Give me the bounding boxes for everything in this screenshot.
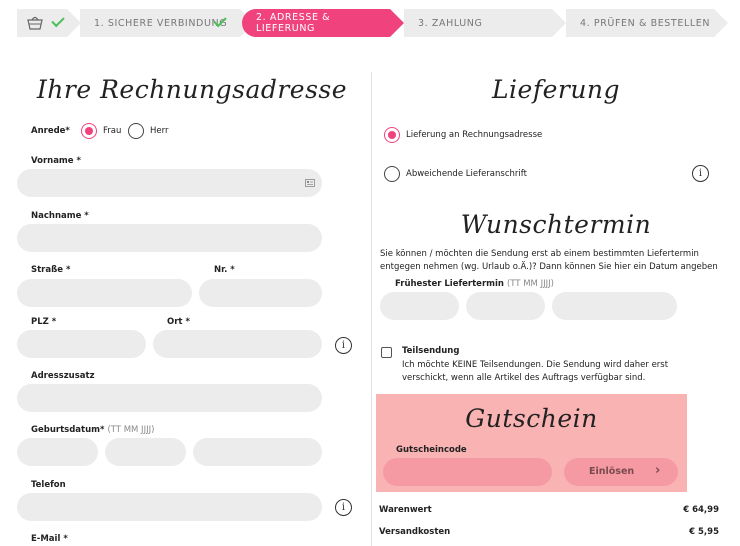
contact-card-icon (305, 179, 315, 187)
earliest-date-hint: (TT MM JJJJ) (506, 279, 554, 289)
address-addition-label: Adresszusatz (31, 371, 95, 381)
basket-icon (27, 15, 43, 30)
wish-date-description-line2: entgegen nehmen (wg. Urlaub o.Ä.)? Dann können Sie hier ein Datum angeben (380, 262, 718, 272)
info-icon[interactable]: i (335, 337, 352, 354)
lastname-label: Nachname * (31, 211, 89, 221)
column-divider (371, 72, 372, 546)
house-number-input[interactable] (199, 279, 322, 307)
address-addition-input[interactable] (17, 384, 322, 412)
email-label: E-Mail * (31, 534, 68, 544)
lastname-input[interactable] (17, 224, 322, 252)
city-input[interactable] (153, 330, 322, 358)
phone-input[interactable] (17, 493, 322, 521)
radio-delivery-billing-address-label: Lieferung an Rechnungsadresse (406, 130, 543, 140)
partial-delivery-text-line2: verschickt, wenn alle Artikel des Auftrags verfügbar sind. (402, 373, 646, 383)
phone-label: Telefon (31, 480, 66, 490)
earliest-date-year-input[interactable] (552, 292, 677, 320)
step-label: 3. ZAHLUNG (418, 17, 483, 29)
earliest-date-label (395, 279, 554, 289)
voucher-box (376, 394, 687, 492)
birthdate-label (31, 425, 154, 435)
radio-herr-label: Herr (150, 126, 169, 136)
birthdate-hint: (TT MM JJJJ) (107, 425, 155, 435)
street-label: Straße * (31, 265, 71, 275)
step-cart[interactable] (17, 9, 67, 37)
radio-herr[interactable] (128, 123, 144, 139)
birthdate-month-input[interactable] (105, 438, 186, 466)
step-label: 4. PRÜFEN & BESTELLEN (580, 17, 711, 29)
birthdate-label-text: Geburtsdatum* (31, 425, 105, 435)
radio-delivery-billing-address[interactable] (384, 127, 400, 143)
firstname-label: Vorname * (31, 156, 81, 166)
house-number-label: Nr. * (214, 265, 235, 275)
voucher-title: Gutschein (465, 404, 598, 433)
redeem-button-label: Einlösen (589, 466, 635, 477)
voucher-code-label: Gutscheincode (396, 445, 467, 455)
earliest-date-day-input[interactable] (380, 292, 459, 320)
step-payment[interactable] (404, 9, 552, 37)
step-secure-connection[interactable] (80, 9, 240, 37)
goods-value-amount: € 64,99 (683, 505, 719, 515)
shipping-cost-amount: € 5,95 (689, 527, 719, 537)
billing-title: Ihre Rechnungsadresse (36, 75, 348, 104)
wish-date-description-line1: Sie können / möchten die Sendung erst ab einem bestimmten Liefertermin (380, 249, 699, 259)
partial-delivery-text-line1: Ich möchte KEINE Teilsendungen. Die Sendung wird daher erst (402, 360, 669, 370)
checkmark-icon (51, 14, 64, 27)
step-review-order[interactable] (566, 9, 714, 37)
earliest-date-month-input[interactable] (466, 292, 545, 320)
radio-delivery-other-address-label: Abweichende Lieferanschrift (406, 169, 527, 179)
voucher-code-input[interactable] (383, 458, 552, 486)
step-address-delivery[interactable] (242, 9, 390, 37)
goods-value-label: Warenwert (379, 505, 432, 515)
redeem-button[interactable] (564, 458, 678, 486)
shipping-cost-label: Versandkosten (379, 527, 451, 537)
zip-label: PLZ * (31, 317, 57, 327)
salutation-label: Anrede* (31, 126, 70, 136)
street-input[interactable] (17, 279, 192, 307)
delivery-title: Lieferung (491, 75, 621, 104)
radio-frau[interactable] (81, 123, 97, 139)
radio-frau-label: Frau (103, 126, 122, 136)
radio-delivery-other-address[interactable] (384, 166, 400, 182)
info-icon[interactable]: i (335, 499, 352, 516)
earliest-date-label-text: Frühester Liefertermin (395, 279, 504, 289)
step-label: 2. ADRESSE & LIEFERUNG (256, 12, 331, 34)
wish-date-title: Wunschtermin (460, 210, 652, 239)
birthdate-year-input[interactable] (193, 438, 322, 466)
birthdate-day-input[interactable] (17, 438, 98, 466)
zip-input[interactable] (17, 330, 146, 358)
partial-delivery-label: Teilsendung (402, 346, 460, 356)
city-label: Ort * (167, 317, 190, 327)
chevron-right-icon: › (655, 463, 661, 478)
partial-delivery-checkbox[interactable] (381, 347, 392, 358)
step-label: 1. SICHERE VERBINDUNG (94, 17, 228, 29)
firstname-input[interactable] (17, 169, 322, 197)
checkout-steps (0, 9, 740, 37)
info-icon[interactable]: i (692, 165, 709, 182)
